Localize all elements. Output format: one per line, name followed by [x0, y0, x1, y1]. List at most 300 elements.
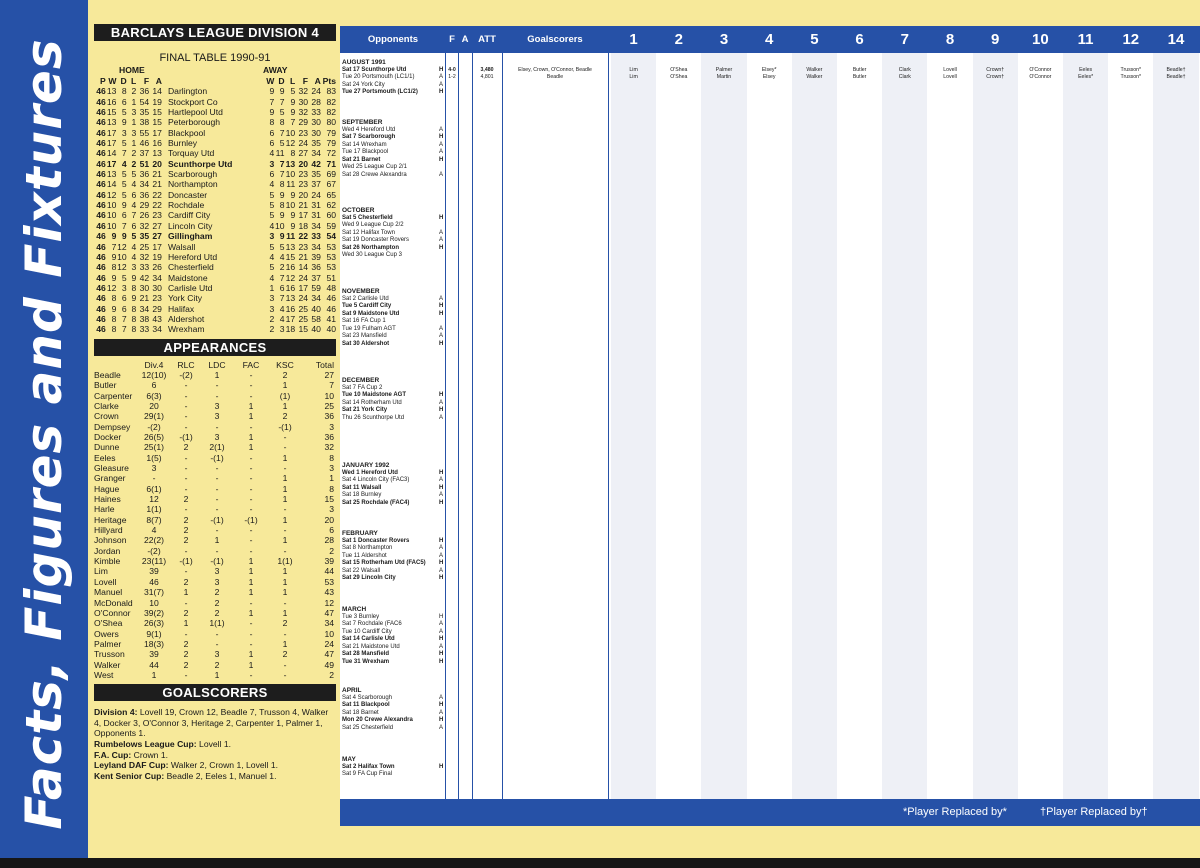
table-cell: -(1): [210, 514, 224, 525]
table-cell: 1: [214, 369, 220, 380]
venue: H: [439, 702, 444, 709]
table-row: [94, 556, 336, 566]
venue: A: [439, 229, 444, 236]
table-cell: 24: [298, 138, 309, 149]
table-cell: 3: [214, 400, 220, 411]
table-cell: 46: [96, 138, 106, 149]
table-cell: 58: [311, 313, 321, 324]
month-heading: NOVEMBER: [342, 288, 380, 295]
table-cell: 19: [152, 251, 162, 262]
table-cell: 34: [139, 303, 150, 314]
table-cell: 1: [248, 587, 254, 598]
table-cell: 29(1): [143, 411, 165, 422]
table-row: [94, 210, 336, 220]
venue: H: [439, 67, 444, 73]
team-name: Hereford Utd: [167, 251, 218, 262]
table-cell: 21: [298, 251, 309, 262]
table-cell: -: [249, 390, 253, 401]
player-name: Walker: [94, 659, 121, 670]
venue: H: [439, 215, 444, 221]
table-cell: 15: [324, 494, 334, 505]
table-cell: 2: [131, 158, 137, 169]
table-cell: 42: [311, 158, 321, 169]
table-row: [94, 484, 336, 494]
table-cell: 4: [279, 303, 285, 314]
table-cell: 7: [121, 148, 127, 159]
table-cell: 2: [282, 369, 288, 380]
month-heading: AUGUST 1991: [342, 59, 386, 66]
team-name: Peterborough: [167, 117, 221, 128]
player-cell: Butler: [852, 67, 867, 73]
table-cell: 24: [298, 293, 309, 304]
team-name: Torquay Utd: [167, 148, 215, 159]
league-table-header: [94, 76, 336, 86]
venue: A: [439, 74, 444, 81]
table-cell: -: [215, 494, 219, 505]
table-cell: 15: [152, 117, 162, 128]
table-cell: 26: [152, 262, 162, 273]
table-cell: 34: [311, 148, 321, 159]
home-away-row: [94, 65, 336, 76]
fixture-text: Wed 30 League Cup 3: [342, 252, 402, 259]
table-cell: 5: [269, 189, 275, 200]
goalscorer-text: Walker 2, Crown 1, Lovell 1.: [168, 760, 279, 771]
table-cell: 46: [96, 148, 106, 159]
table-row: [94, 566, 336, 576]
column-divider: [502, 53, 503, 799]
table-cell: 5: [269, 210, 275, 221]
table-cell: 22: [152, 189, 162, 200]
table-cell: 27: [152, 220, 162, 231]
team-name: Northampton: [167, 179, 218, 190]
table-cell: 1: [282, 514, 288, 525]
table-cell: 1: [214, 535, 220, 546]
player-name: Granger: [94, 473, 126, 484]
goalscorer-line: [94, 739, 336, 750]
table-cell: 6(3): [146, 390, 162, 401]
month-heading: DECEMBER: [342, 377, 380, 384]
venue: A: [439, 399, 444, 406]
venue: H: [439, 717, 444, 724]
player-name: McDonald: [94, 597, 133, 608]
table-cell: 12: [324, 597, 334, 608]
table-cell: 8: [111, 262, 117, 273]
table-cell: 1: [248, 400, 254, 411]
table-cell: 46: [96, 272, 106, 283]
table-row: [94, 293, 336, 303]
table-cell: 46: [96, 293, 106, 304]
table-cell: 9: [279, 189, 285, 200]
fixture-text: Sat 18 Burnley: [342, 492, 382, 499]
table-cell: 10: [106, 200, 117, 211]
venue: H: [439, 340, 444, 347]
fixture-row: [342, 385, 446, 392]
table-cell: -: [249, 452, 253, 463]
team-name: Maidstone: [167, 272, 208, 283]
table-cell: 30: [139, 282, 150, 293]
table-cell: 46: [139, 138, 150, 149]
table-cell: 15: [152, 107, 162, 118]
table-cell: 29: [152, 303, 162, 314]
attendance: 4,801: [480, 74, 494, 81]
table-cell: 82: [326, 107, 336, 118]
table-row: [94, 515, 336, 525]
player-cell: Palmer: [715, 67, 733, 73]
fixture-text: Sat 4 Scarborough: [342, 695, 393, 701]
squad-number-header: 8: [945, 31, 955, 48]
table-cell: 34: [311, 293, 321, 304]
table-cell: 9: [111, 272, 117, 283]
table-cell: 4: [151, 525, 157, 536]
player-cell: Butler: [852, 74, 867, 81]
fixtures-panel: [340, 26, 1200, 826]
fixture-row: [342, 621, 446, 628]
venue: A: [439, 149, 444, 156]
player-name: Butler: [94, 380, 117, 391]
table-row: [94, 107, 336, 117]
fixture-text: Sat 2 Carlisle Utd: [342, 296, 389, 302]
fixture-row: [342, 127, 446, 134]
table-cell: 59: [311, 282, 321, 293]
table-cell: 4: [269, 272, 275, 283]
table-cell: 18(3): [143, 638, 165, 649]
fixture-row: [342, 725, 446, 732]
table-cell: 34: [311, 220, 321, 231]
table-cell: 3: [131, 127, 137, 138]
fixture-text: Sat 14 Wrexham: [342, 141, 387, 148]
table-cell: 13: [285, 241, 296, 252]
table-cell: -: [249, 483, 253, 494]
table-cell: 53: [326, 251, 336, 262]
table-cell: 33: [311, 231, 321, 242]
venue: H: [439, 303, 444, 310]
table-row: [94, 221, 336, 231]
table-cell: 28: [311, 96, 321, 107]
table-cell: 16: [106, 96, 117, 107]
table-cell: 48: [326, 282, 336, 293]
venue: A: [439, 296, 444, 302]
a-header: A: [461, 34, 469, 45]
table-cell: 2: [183, 659, 189, 670]
fixture-row: [342, 415, 446, 422]
table-cell: 6(1): [146, 483, 162, 494]
column-stripe: [611, 53, 656, 799]
table-cell: 3: [329, 463, 334, 474]
table-cell: 31: [311, 200, 321, 211]
table-cell: 10: [285, 200, 296, 211]
table-cell: 18: [298, 220, 309, 231]
table-row: [94, 463, 336, 473]
table-cell: 5: [269, 262, 275, 273]
player-name: Heritage: [94, 514, 127, 525]
table-row: [94, 380, 336, 390]
table-cell: 10: [149, 597, 159, 608]
table-row: [94, 283, 336, 293]
table-row: [94, 422, 336, 432]
table-cell: 25(1): [143, 442, 165, 453]
fixture-text: Wed 9 League Cup 2/2: [342, 222, 404, 229]
table-cell: -: [283, 432, 287, 442]
table-cell: 4: [279, 251, 285, 262]
team-name: Darlington: [167, 86, 208, 97]
fixture-text: Sat 28 Crewe Alexandra: [342, 171, 407, 178]
squad-number-header: 10: [1032, 31, 1049, 48]
table-row: [94, 598, 336, 608]
table-cell: 5: [131, 169, 137, 180]
fixture-text: Sat 7 Scarborough: [342, 134, 396, 141]
fixture-row: [342, 651, 446, 658]
table-cell: 4: [131, 241, 137, 252]
table-cell: 31: [311, 210, 321, 221]
league-col-header: L: [131, 76, 137, 86]
team-name: Chesterfield: [167, 262, 214, 273]
league-col-header: L: [289, 76, 296, 86]
table-cell: 51: [139, 158, 150, 169]
fixture-row: [342, 142, 446, 149]
table-cell: 71: [326, 158, 336, 169]
table-cell: -: [184, 421, 188, 432]
table-cell: 7: [279, 293, 285, 304]
table-cell: 1: [131, 138, 137, 149]
table-cell: 6: [121, 210, 127, 221]
table-cell: 6: [279, 282, 285, 293]
table-row: [94, 649, 336, 659]
appearances-col-header: [94, 360, 136, 370]
table-cell: 38: [139, 117, 150, 128]
table-cell: -: [184, 452, 188, 463]
table-cell: 5: [279, 138, 285, 149]
fixture-row: [342, 644, 446, 651]
fixture-row: [342, 245, 446, 252]
table-cell: 83: [326, 86, 336, 97]
table-cell: 3: [214, 566, 220, 577]
fixture-row: [342, 172, 446, 179]
match-scorers: Elsey, Crown, O'Connor, Beadle: [518, 67, 592, 73]
player-name: Trusson: [94, 649, 125, 660]
table-cell: 9: [279, 86, 285, 97]
table-cell: 1: [214, 669, 220, 680]
table-cell: 7: [121, 313, 127, 324]
fixture-text: Wed 4 Hereford Utd: [342, 127, 396, 133]
table-row: [94, 231, 336, 241]
month-heading: SEPTEMBER: [342, 119, 383, 126]
table-cell: 53: [324, 576, 334, 587]
fixture-text: Sat 24 York City: [342, 81, 385, 88]
table-cell: 1: [282, 576, 288, 587]
player-name: Clarke: [94, 400, 119, 411]
team-name: Carlisle Utd: [167, 282, 213, 293]
fixture-text: Tue 10 Maidstone AGT: [342, 392, 407, 399]
table-cell: 1: [282, 473, 288, 484]
table-cell: 25: [298, 313, 309, 324]
table-cell: 6: [131, 189, 137, 200]
table-row: [94, 442, 336, 452]
player-name: Carpenter: [94, 390, 133, 401]
table-row: [94, 670, 336, 680]
fixture-text: Wed 25 League Cup 2/1: [342, 164, 407, 171]
table-cell: 1: [248, 607, 254, 618]
table-cell: 10: [324, 628, 334, 639]
column-divider: [458, 53, 459, 799]
table-cell: 24: [311, 189, 321, 200]
team-name: Doncaster: [167, 189, 208, 200]
player-cell: Trusson*: [1120, 74, 1142, 81]
table-row: [94, 304, 336, 314]
table-cell: 8: [279, 179, 285, 190]
table-cell: -: [249, 380, 253, 391]
league-col-header: Pts: [322, 76, 336, 86]
player-name: Dunne: [94, 442, 120, 453]
table-cell: 15: [298, 324, 309, 335]
table-cell: 16: [285, 282, 296, 293]
table-cell: 79: [326, 138, 336, 149]
table-cell: 4: [131, 251, 137, 262]
table-cell: 1: [248, 576, 254, 587]
fixture-row: [342, 341, 446, 348]
table-cell: 1: [248, 659, 254, 670]
month-heading: APRIL: [342, 687, 362, 694]
table-cell: 1: [282, 380, 288, 391]
table-cell: 46: [96, 86, 106, 97]
table-cell: 2(1): [209, 442, 225, 453]
league-col-header: D: [278, 76, 285, 86]
table-row: [94, 128, 336, 138]
venue: H: [439, 658, 444, 665]
table-cell: 9: [279, 210, 285, 221]
league-col-header: F: [302, 76, 309, 86]
table-cell: 20: [149, 400, 159, 411]
table-row: [94, 401, 336, 411]
table-cell: 10: [285, 169, 296, 180]
table-cell: 1: [282, 452, 288, 463]
table-cell: -: [184, 597, 188, 608]
player-cell: Beadle†: [1166, 74, 1186, 81]
side-banner: [0, 0, 88, 868]
team-name: Hartlepool Utd: [167, 107, 223, 118]
column-divider: [608, 53, 609, 799]
fixture-row: [342, 333, 446, 340]
table-row: [94, 535, 336, 545]
table-cell: 34: [152, 272, 162, 283]
table-cell: -: [184, 390, 188, 401]
table-cell: 3: [131, 262, 137, 273]
table-cell: 40: [326, 324, 336, 335]
table-cell: 12(10): [141, 369, 167, 380]
table-cell: 5: [279, 107, 285, 118]
month-heading: MAY: [342, 756, 356, 763]
table-cell: 79: [326, 127, 336, 138]
player-cell: O'Connor: [1029, 74, 1052, 81]
table-cell: 2: [214, 659, 220, 670]
table-cell: -(1): [278, 421, 292, 432]
fixture-text: Sat 16 FA Cup 1: [342, 318, 386, 325]
goalscorer-text: Beadle 2, Eeles 1, Manuel 1.: [164, 770, 277, 781]
table-cell: 41: [326, 313, 336, 324]
table-cell: -: [215, 390, 219, 401]
table-cell: 11: [275, 148, 285, 159]
table-cell: 2: [269, 313, 275, 324]
squad-number-header: 4: [765, 31, 774, 48]
table-cell: 36: [324, 411, 334, 422]
player-name: Docker: [94, 432, 122, 442]
result-score: 4-0: [448, 67, 456, 73]
fixture-row: [342, 553, 446, 560]
table-cell: 2: [214, 607, 220, 618]
table-row: [94, 411, 336, 421]
table-cell: 7: [279, 272, 285, 283]
player-cell: Martin: [716, 74, 732, 81]
table-cell: 54: [326, 231, 336, 242]
player-name: Crown: [94, 411, 119, 422]
table-cell: 46: [149, 576, 159, 587]
table-cell: 3: [151, 463, 157, 474]
fixture-text: Sat 8 Northampton: [342, 545, 393, 552]
table-cell: -: [184, 473, 188, 484]
fixture-row: [342, 296, 446, 303]
table-cell: 31(7): [143, 587, 165, 598]
table-cell: 10: [117, 251, 127, 262]
table-cell: 1: [282, 535, 288, 546]
table-cell: 6: [121, 96, 127, 107]
player-cell: Walker: [806, 67, 823, 73]
table-cell: 7: [121, 324, 127, 335]
table-cell: -: [249, 525, 253, 536]
table-cell: 37: [311, 179, 321, 190]
fixture-row: [342, 702, 446, 709]
table-cell: 23: [298, 241, 309, 252]
table-cell: 26(5): [143, 432, 165, 442]
table-cell: 26: [139, 210, 150, 221]
fixture-text: Sat 7 FA Cup 2: [342, 385, 383, 391]
table-cell: 8: [131, 282, 137, 293]
column-stripe: [792, 53, 837, 799]
table-cell: -: [184, 669, 188, 680]
table-cell: 1: [282, 587, 288, 598]
table-cell: 1: [151, 669, 157, 680]
venue: H: [439, 407, 444, 414]
table-cell: 46: [96, 282, 106, 293]
venue: A: [439, 325, 444, 332]
venue: A: [439, 237, 444, 244]
table-cell: 42: [139, 272, 150, 283]
table-cell: 46: [96, 189, 106, 200]
table-cell: 17: [298, 210, 309, 221]
fixture-row: [342, 629, 446, 636]
table-cell: 8: [329, 483, 334, 494]
table-cell: 35: [139, 107, 150, 118]
fixture-row: [342, 157, 446, 164]
fixture-text: Sat 4 Lincoln City (FAC3): [342, 477, 410, 484]
team-name: Wrexham: [167, 324, 205, 335]
table-cell: 37: [311, 272, 321, 283]
table-cell: -: [283, 463, 287, 474]
table-cell: 3: [269, 231, 275, 242]
table-cell: 9: [111, 231, 117, 242]
table-cell: 72: [326, 148, 336, 159]
player-cell: O'Shea: [670, 67, 688, 73]
table-cell: 30: [152, 282, 162, 293]
venue: H: [439, 538, 444, 544]
table-cell: 4: [121, 158, 127, 169]
table-cell: -: [249, 463, 253, 474]
table-row: [94, 262, 336, 272]
table-cell: 40: [311, 303, 321, 314]
team-name: Rochdale: [167, 200, 205, 211]
fixture-row: [342, 311, 446, 318]
table-cell: 1: [131, 117, 137, 128]
table-cell: 43: [324, 587, 334, 598]
fixture-row: [342, 717, 446, 724]
